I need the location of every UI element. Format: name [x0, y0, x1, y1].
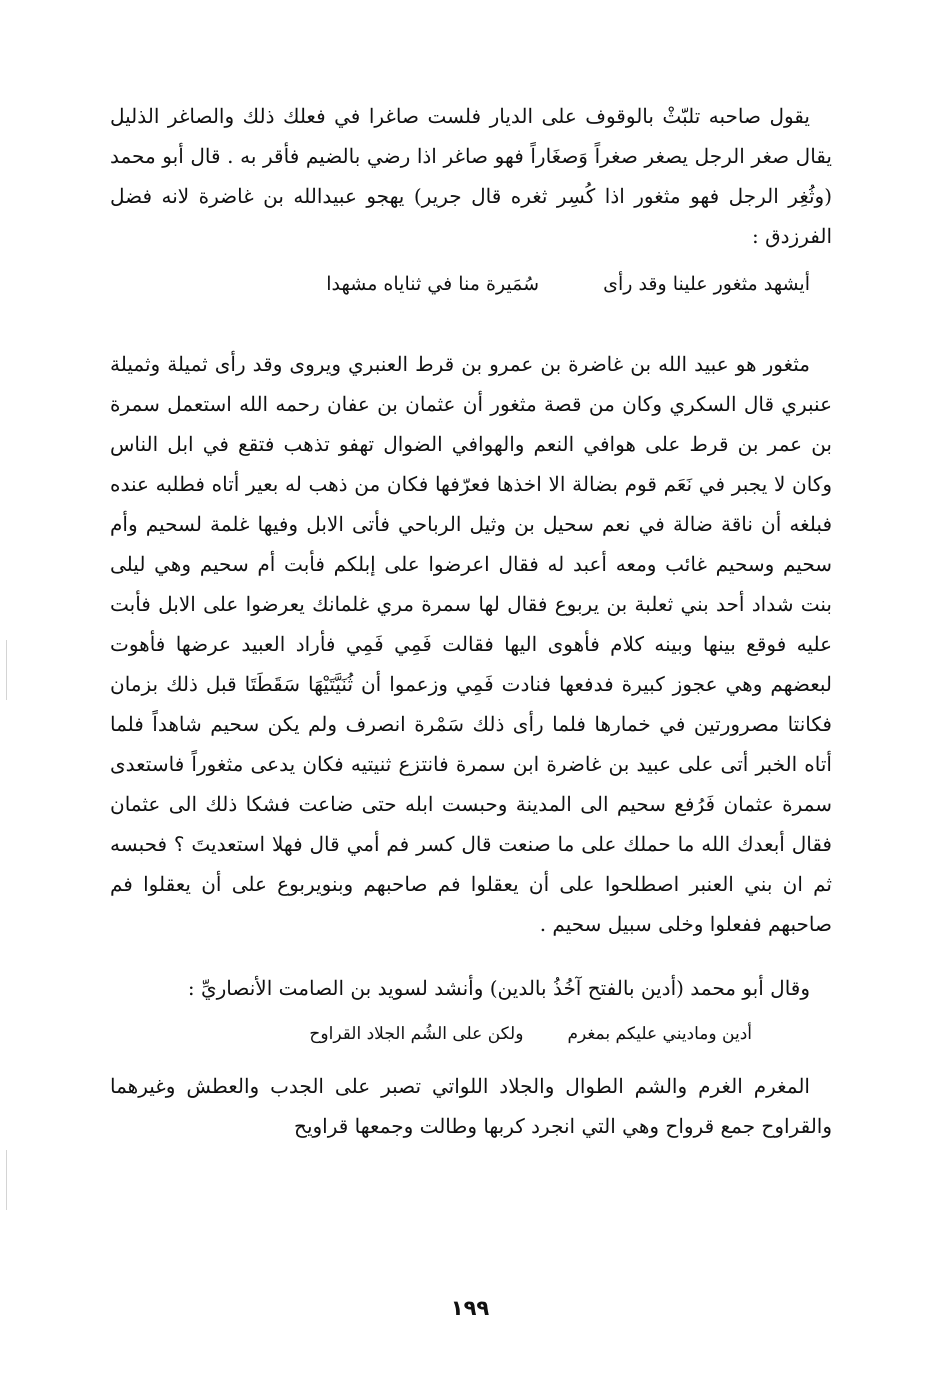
verse-2-first-hemistich: أدين وماديني عليكم بمغرم	[567, 1024, 752, 1044]
page-number: ١٩٩	[450, 1296, 490, 1320]
paragraph-abu-muhammad: وقال أبو محمد (أدين بالفتح آخُذُ بالدين) وأنشد لسويد بن الصامت الأنصاريِّ :	[187, 976, 810, 1000]
verse-1-second-hemistich: سُمَيرة منا في ثناياه مشهدا	[326, 273, 540, 295]
verse-1-first-hemistich: أيشهد مثغور علينا وقد رأى	[603, 273, 810, 295]
book-page	[110, 96, 832, 1146]
scan-edge-mark	[6, 1150, 7, 1210]
paragraph-glossary: المغرم الغرم والشم الطوال والجلاد اللواتي تصبر على الجدب والعطش وغيرهما والقراوح جمع قرواح وهي التي انجرد كربها وطالت وجمعها قراويح	[110, 1074, 832, 1138]
verse-2-second-hemistich: ولكن على الشُم الجلاد القراوح	[309, 1024, 524, 1044]
spacer	[110, 944, 832, 968]
spacer	[110, 324, 832, 344]
scan-edge-mark	[6, 640, 7, 700]
paragraph-story: مثغور هو عبيد الله بن غاضرة بن عمرو بن قرط العنبري ويروى وقد رأى ثميلة وثميلة عنبري قال السكري وكان من قصة مثغور أن عثمان بن عفان رحمه الله استعمل سمرة بن عمر بن قرط على هوافي النعم والهوافي الضوال تهفو تذهب فتقع في ابل الناس وكان لا يجبر في نَعَم قوم بضالة الا اخذها فعرّفها فكان من ذهب له بعير أتاه فطلبه عنده فبلغه أن ناقة ضالة في نعم سحيل بن وثيل الرباحي فأتى الابل وفيها غلمة لسحيم وأم سحيم وسحيم غائب ومعه أعبد له فقال اعرضوا على إبلكم فأبت أم سحيم وهي ليلى بنت شداد أحد بني ثعلبة بن يربوع فقال لها سمرة مري غلمانك يعرضوا على الابل فأبت عليه فوقع بينها وبينه كلام فأهوى اليها فقالت فَمِي فَمِي فأراد العبيد عرضها فأهوت لبعضهم وهي عجوز كبيرة فدفعها فنادت فَمِي وزعموا أن ثُنَيَّتَيْهَا سَقَطَتَا قبل ذلك بزمان فكانتا مصرورتين في خمارها فلما رأى ذلك سَمْرة انصرف ولم يكن سحيم شاهداً فلما أتاه الخبر أتى على عبيد بن غاضرة ابن سمرة فانتزع ثنيتيه فكان يدعى مثغوراً فاستعدى سمرة عثمان فَرُفع سحيم الى المدينة وحبست ابله حتى ضاعت فشكا ذلك الى عثمان فقال أبعدك الله ما حملك على ما صنعت قال كسر فم أمي قال فهلا استعديتَ ؟ فحبسه ثم ان بني العنبر اصطلحوا على أن يعقلوا فم صاحبهم وبنويربوع على أن يعقلوا فم صاحبهم ففعلوا وخلى سبيل سحيم .	[110, 352, 833, 936]
verse-line-1	[110, 264, 810, 304]
paragraph-intro: يقول صاحبه تلبّثْ بالوقوف على الديار فلست صاغرا في فعلك ذلك والصاغر الذليل يقال صغر الرجل يصغر صغراً وَصغَاراً فهو صاغر اذا رضي بالضيم فأقر به . قال أبو محمد (وثُغِر الرجل فهو مثغور اذا كُسِر ثغره قال جرير) يهجو عبيدالله بن غاضرة لانه فضل الفرزدق :	[110, 104, 832, 248]
verse-line-2	[110, 1014, 752, 1054]
